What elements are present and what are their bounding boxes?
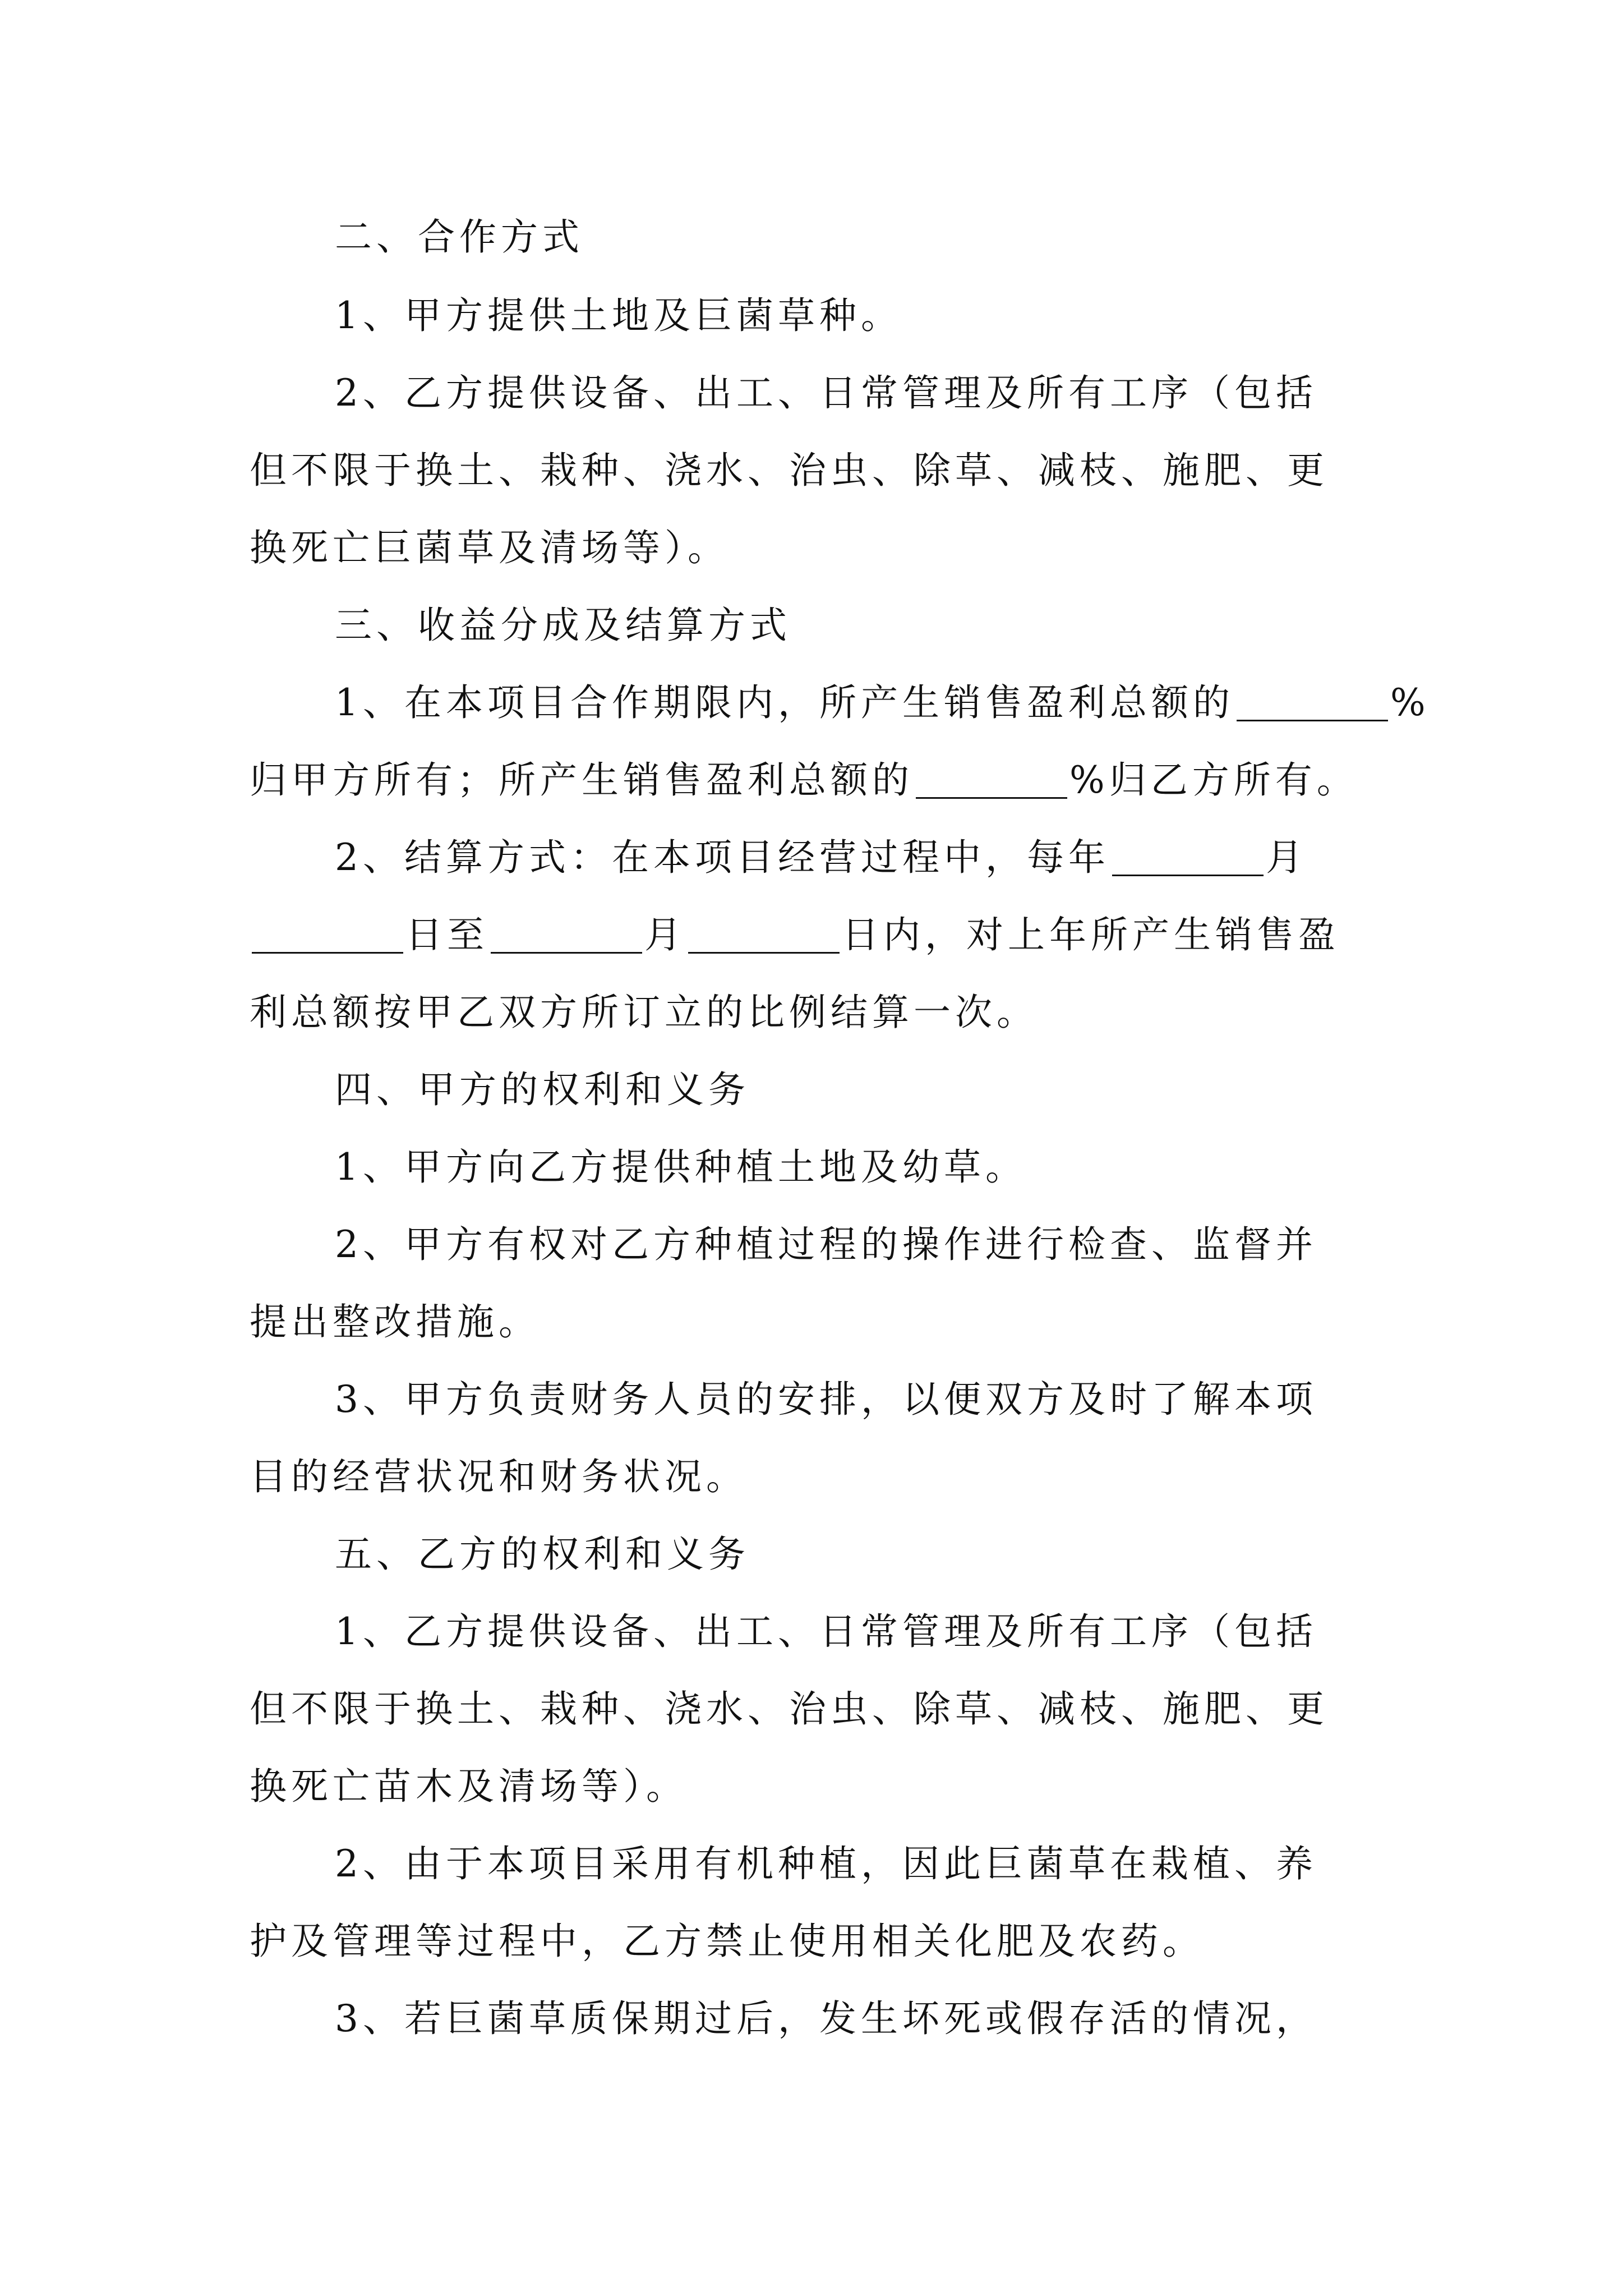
- fill-in-blank[interactable]: [252, 918, 403, 954]
- clause-segment: 月: [1266, 836, 1307, 879]
- clause-text: [250, 913, 1340, 956]
- section-heading: 二、合作方式: [335, 215, 584, 259]
- section-heading: 三、收益分成及结算方式: [335, 604, 791, 647]
- clause-text: 目的经营状况和财务状况。: [250, 1455, 748, 1498]
- fill-in-blank[interactable]: [916, 763, 1067, 799]
- clause-segment: 日至: [405, 913, 488, 956]
- clause-text: 1、乙方提供设备、出工、日常管理及所有工序（包括: [335, 1610, 1317, 1653]
- clause-text: 1、甲方提供土地及巨菌草种。: [335, 294, 902, 337]
- section-heading: 五、乙方的权利和义务: [335, 1533, 750, 1576]
- clause-text: [250, 758, 1358, 802]
- clause-text: 换死亡苗木及清场等）。: [250, 1765, 688, 1808]
- clause-text: 1、甲方向乙方提供种植土地及幼草。: [335, 1145, 1027, 1189]
- clause-segment: 归甲方所有；所产生销售盈利总额的: [250, 758, 914, 802]
- clause-text: 2、甲方有权对乙方种植过程的操作进行检查、监督并: [335, 1223, 1317, 1266]
- clause-text: 3、若巨菌草质保期过后，发生坏死或假存活的情况，: [335, 1997, 1317, 2040]
- clause-text: 但不限于换土、栽种、浇水、治虫、除草、减枝、施肥、更: [250, 449, 1329, 492]
- clause-segment: %归乙方所有。: [1069, 758, 1358, 802]
- clause-text: 但不限于换土、栽种、浇水、治虫、除草、减枝、施肥、更: [250, 1687, 1329, 1731]
- clause-segment: %: [1390, 681, 1430, 724]
- section-heading: 四、甲方的权利和义务: [335, 1068, 750, 1111]
- clause-segment: 日内，对上年所产生销售盈: [842, 913, 1340, 956]
- clause-segment: 月: [644, 913, 686, 956]
- fill-in-blank[interactable]: [1237, 686, 1388, 721]
- fill-in-blank[interactable]: [491, 918, 642, 954]
- clause-segment: 2、结算方式：在本项目经营过程中，每年: [335, 836, 1110, 879]
- fill-in-blank[interactable]: [1112, 841, 1264, 876]
- clause-text: 利总额按甲乙双方所订立的比例结算一次。: [250, 991, 1038, 1034]
- clause-text: 3、甲方负责财务人员的安排，以便双方及时了解本项: [335, 1378, 1317, 1421]
- clause-text: 提出整改措施。: [250, 1300, 540, 1343]
- clause-text: [335, 836, 1307, 879]
- clause-segment: 1、在本项目合作期限内，所产生销售盈利总额的: [335, 681, 1234, 724]
- clause-text: 换死亡巨菌草及清场等）。: [250, 526, 729, 569]
- clause-text: 护及管理等过程中，乙方禁止使用相关化肥及农药。: [250, 1920, 1204, 1963]
- fill-in-blank[interactable]: [688, 918, 840, 954]
- clause-text: 2、乙方提供设备、出工、日常管理及所有工序（包括: [335, 371, 1317, 415]
- clause-text: [335, 681, 1430, 724]
- clause-text: 2、由于本项目采用有机种植，因此巨菌草在栽植、养: [335, 1842, 1317, 1885]
